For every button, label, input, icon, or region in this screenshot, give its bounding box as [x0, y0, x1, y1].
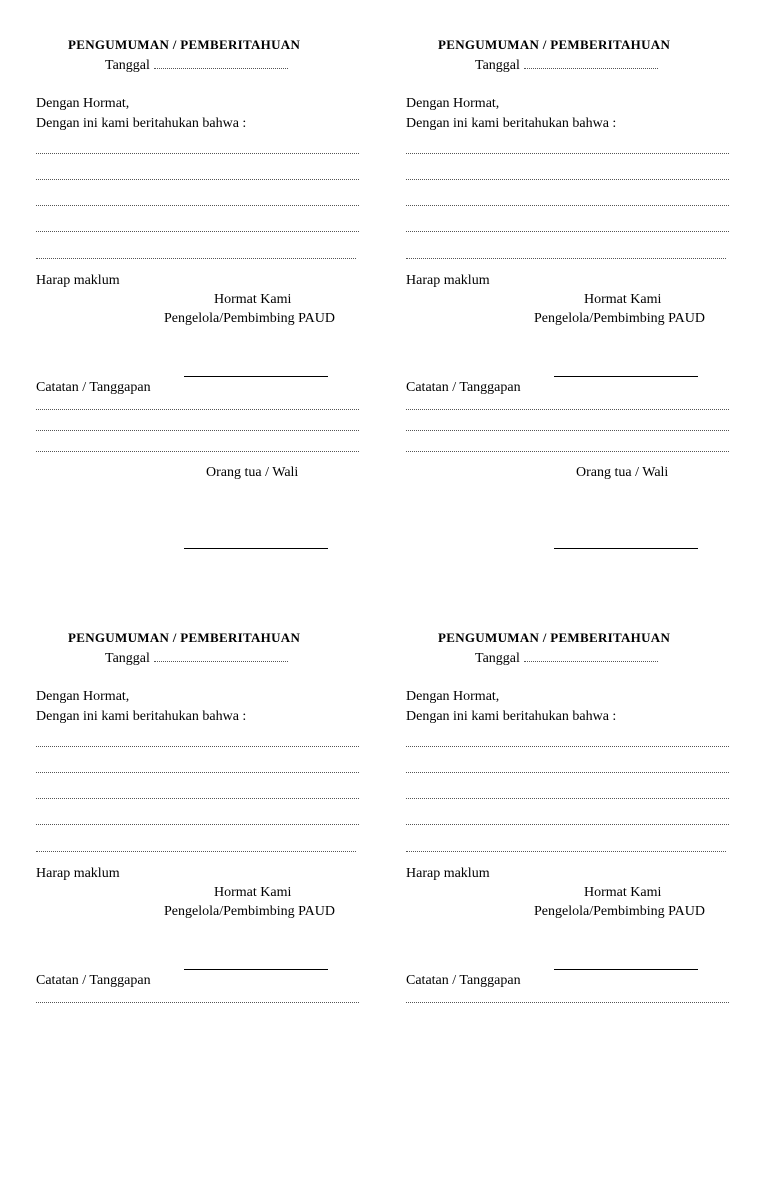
message-line[interactable]	[406, 772, 729, 773]
regards-text: Hormat Kami	[584, 885, 662, 900]
regards-text: Hormat Kami	[214, 292, 292, 307]
date-field[interactable]	[154, 650, 288, 662]
message-line[interactable]	[36, 179, 359, 180]
signature-line-guardian[interactable]	[554, 548, 698, 549]
notes-line[interactable]	[36, 409, 359, 410]
date-label: Tanggal	[105, 58, 150, 73]
message-line[interactable]	[36, 798, 359, 799]
greeting: Dengan Hormat,	[406, 689, 500, 704]
greeting: Dengan Hormat,	[36, 96, 130, 111]
announcement-form-top-right	[406, 0, 736, 590]
guardian-label: Orang tua / Wali	[576, 465, 669, 480]
form-title: PENGUMUMAN / PEMBERITAHUAN	[438, 630, 671, 645]
signer-title: Pengelola/Pembimbing PAUD	[164, 311, 335, 326]
message-line[interactable]	[36, 153, 359, 154]
message-line[interactable]	[36, 746, 359, 747]
date-label: Tanggal	[475, 651, 520, 666]
intro-text: Dengan ini kami beritahukan bahwa :	[36, 116, 247, 131]
announcement-form-bottom-left	[36, 593, 366, 1183]
signer-title: Pengelola/Pembimbing PAUD	[534, 904, 705, 919]
closing-text: Harap maklum	[406, 273, 490, 288]
date-field[interactable]	[154, 57, 288, 69]
message-line[interactable]	[36, 205, 359, 206]
signature-line-manager[interactable]	[554, 969, 698, 970]
date-field[interactable]	[524, 57, 658, 69]
signature-line-guardian[interactable]	[184, 548, 328, 549]
notes-line[interactable]	[406, 430, 729, 431]
message-line[interactable]	[406, 798, 729, 799]
signer-title: Pengelola/Pembimbing PAUD	[164, 904, 335, 919]
date-row	[105, 650, 288, 667]
date-field[interactable]	[524, 650, 658, 662]
message-line[interactable]	[406, 746, 729, 747]
announcement-form-bottom-right	[406, 593, 736, 1183]
intro-text: Dengan ini kami beritahukan bahwa :	[406, 709, 617, 724]
form-title: PENGUMUMAN / PEMBERITAHUAN	[68, 37, 301, 52]
notes-label: Catatan / Tanggapan	[36, 380, 151, 395]
date-row	[475, 57, 658, 74]
notes-label: Catatan / Tanggapan	[36, 973, 151, 988]
closing-text: Harap maklum	[36, 866, 120, 881]
message-line[interactable]	[406, 153, 729, 154]
form-title: PENGUMUMAN / PEMBERITAHUAN	[438, 37, 671, 52]
signature-line-manager[interactable]	[184, 376, 328, 377]
closing-text: Harap maklum	[36, 273, 120, 288]
message-line[interactable]	[36, 824, 359, 825]
closing-text: Harap maklum	[406, 866, 490, 881]
regards-text: Hormat Kami	[584, 292, 662, 307]
greeting: Dengan Hormat,	[36, 689, 130, 704]
message-line[interactable]	[406, 231, 729, 232]
message-line[interactable]	[406, 179, 729, 180]
date-label: Tanggal	[475, 58, 520, 73]
signature-line-manager[interactable]	[554, 376, 698, 377]
form-title: PENGUMUMAN / PEMBERITAHUAN	[68, 630, 301, 645]
intro-text: Dengan ini kami beritahukan bahwa :	[36, 709, 247, 724]
message-line[interactable]	[36, 258, 356, 259]
greeting: Dengan Hormat,	[406, 96, 500, 111]
date-row	[475, 650, 658, 667]
intro-text: Dengan ini kami beritahukan bahwa :	[406, 116, 617, 131]
date-row	[105, 57, 288, 74]
message-line[interactable]	[406, 205, 729, 206]
date-label: Tanggal	[105, 651, 150, 666]
notes-line[interactable]	[406, 451, 729, 452]
message-line[interactable]	[36, 851, 356, 852]
notes-line[interactable]	[36, 430, 359, 431]
guardian-label: Orang tua / Wali	[206, 465, 299, 480]
notes-line[interactable]	[406, 1002, 729, 1003]
notes-line[interactable]	[36, 1002, 359, 1003]
message-line[interactable]	[406, 824, 729, 825]
message-line[interactable]	[36, 231, 359, 232]
message-line[interactable]	[406, 851, 726, 852]
regards-text: Hormat Kami	[214, 885, 292, 900]
message-line[interactable]	[406, 258, 726, 259]
signer-title: Pengelola/Pembimbing PAUD	[534, 311, 705, 326]
notes-line[interactable]	[406, 409, 729, 410]
signature-line-manager[interactable]	[184, 969, 328, 970]
notes-label: Catatan / Tanggapan	[406, 380, 521, 395]
notes-line[interactable]	[36, 451, 359, 452]
notes-label: Catatan / Tanggapan	[406, 973, 521, 988]
announcement-form-top-left	[36, 0, 366, 590]
message-line[interactable]	[36, 772, 359, 773]
